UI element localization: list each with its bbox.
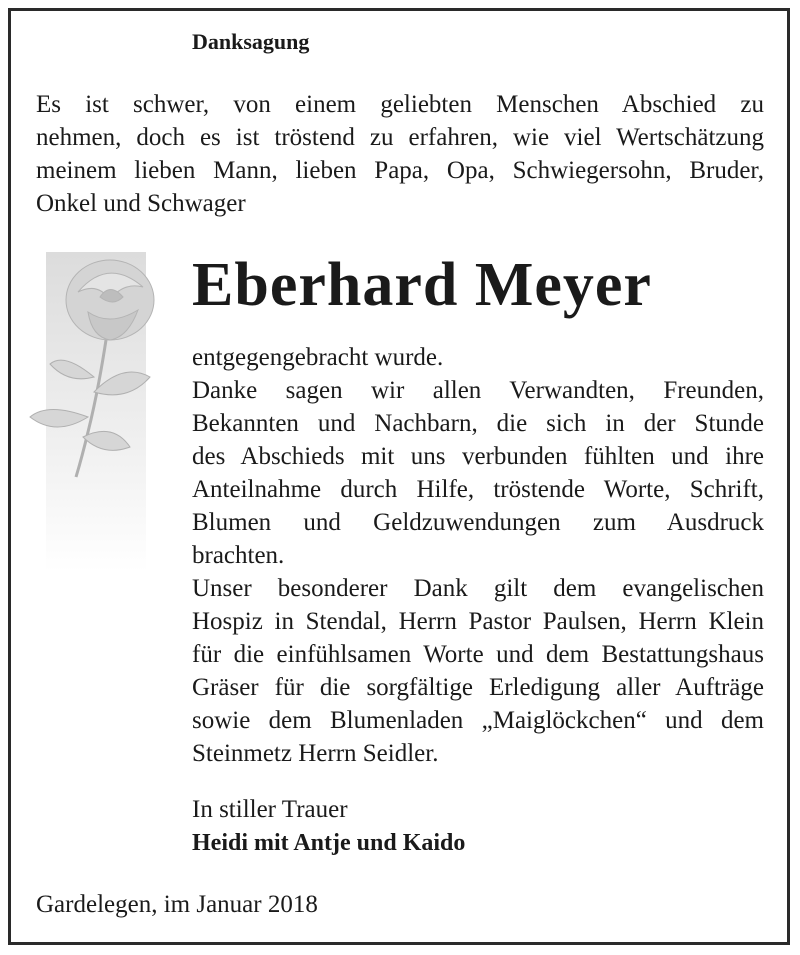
body-line: Hospiz in Stendal, Herrn Pastor Paulsen, Herrn Klein [192,608,764,635]
body-line: Steinmetz Herrn Seidler. [192,740,439,767]
notice-heading: Danksagung [192,29,310,54]
body-line: des Abschieds mit uns verbunden fühlten und ihre [192,443,764,470]
rose-icon [28,252,158,572]
closing-text: In stiller Trauer [192,796,348,823]
body-line: Bekannten und Nachbarn, die sich in der Stunde [192,410,764,437]
body-line: sowie dem Blumenladen „Maiglöckchen“ und dem [192,707,764,734]
intro-line: Onkel und Schwager [36,190,246,217]
body-line: brachten. [192,542,285,569]
intro-line: meinem lieben Mann, lieben Papa, Opa, Schwiegersohn, Bruder, [36,157,764,184]
place-date: Gardelegen, im Januar 2018 [36,891,318,918]
intro-line: nehmen, doch es ist tröstend zu erfahren, wie viel Wertschätzung [36,124,764,151]
body-line: entgegengebracht wurde. [192,344,444,371]
deceased-name: Eberhard Meyer [192,251,652,319]
body-line: Danke sagen wir allen Verwandten, Freunden, [192,377,764,404]
body-line: Gräser für die sorgfältige Erledigung aller Aufträge [192,674,764,701]
body-line: Anteilnahme durch Hilfe, tröstende Worte, Schrift, [192,476,764,503]
body-line: für die einfühlsamen Worte und dem Bestattungshaus [192,641,764,668]
body-line: Blumen und Geldzuwendungen zum Ausdruck [192,509,764,536]
body-line: Unser besonderer Dank gilt dem evangelischen [192,575,764,602]
signatories: Heidi mit Antje und Kaido [192,830,466,856]
intro-line: Es ist schwer, von einem geliebten Menschen Abschied zu [36,91,764,118]
